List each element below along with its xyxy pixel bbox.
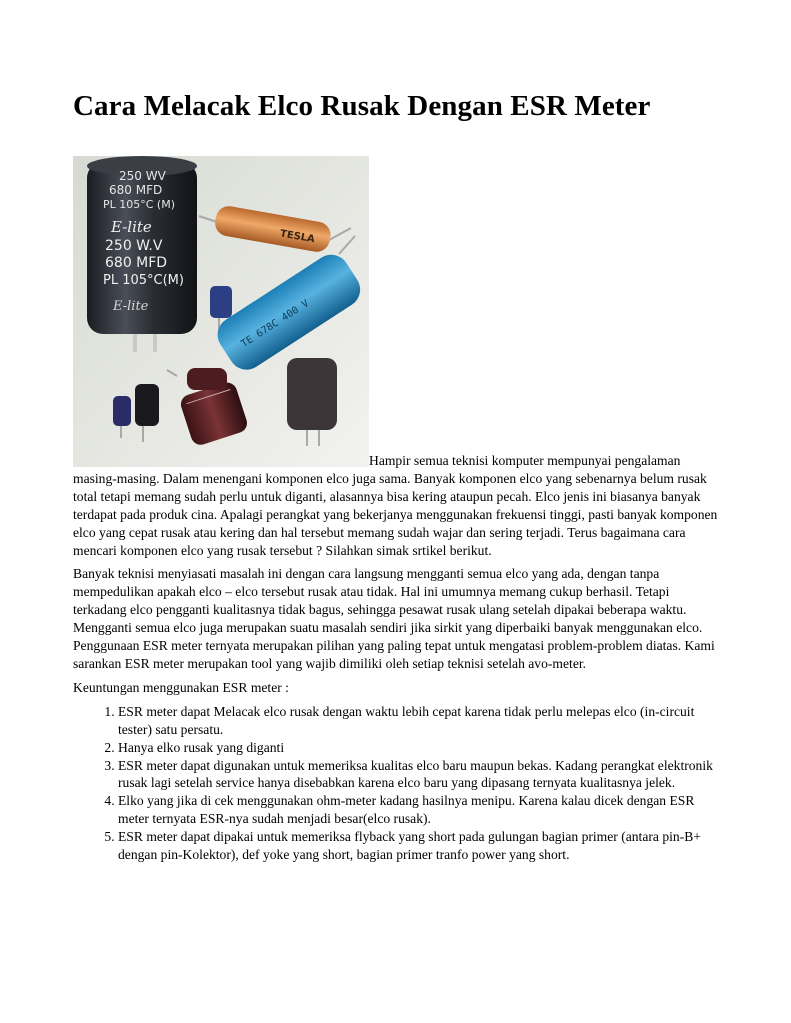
photo-big-label-3: PL 105°C(M) bbox=[103, 273, 184, 288]
list-item: 5. ESR meter dapat dipakai untuk memeriksa flyback yang short pada gulungan bagian primer (antara pin-B+ dengan pin-Kolektor), def yoke yang short, bagian primer tranfo power yang short. bbox=[118, 828, 723, 864]
photo-label-line-3: PL 105°C (M) bbox=[103, 198, 176, 211]
list-intro: Keuntungan menggunakan ESR meter : bbox=[73, 679, 289, 695]
capacitors-illustration bbox=[73, 156, 369, 467]
capacitors-photo bbox=[73, 156, 369, 467]
paragraph-1: Hampir semua teknisi komputer mempunyai pengalaman masing-masing. Dalam menengani komponen elco juga sama. Banyak komponen elco yang sebenarnya belum rusak total tetapi memang sudah perlu untuk diganti, alasannya bisa kering ataupun pecah. Elco jenis ini biasanya banyak terdapat pada produk cina. Apalagi perangkat yang bekerjanya menggunakan frekuensi tinggi, pasti banyak komponen elco yang cepat rusak atau kering dan hal tersebut memang sudah wajar dan sering terjadi. Terus bagaimana cara mencari komponen elco yang rusak tersebut ? Silahkan simak srtikel berikut. bbox=[73, 453, 718, 558]
photo-big-label-1: 250 W.V bbox=[105, 238, 163, 254]
photo-big-label-2: 680 MFD bbox=[105, 255, 168, 271]
photo-label-line-2: 680 MFD bbox=[109, 183, 163, 197]
list-item: 3. ESR meter dapat digunakan untuk memeriksa kualitas elco baru maupun bekas. Kadang perangkat elektronik rusak lagi setelah service hanya disebabkan karena elco baru yang dipasang ternyata kualitasnya jelek. bbox=[118, 757, 723, 793]
photo-blue-cap-text: TE 678C 400 V bbox=[239, 298, 312, 350]
advantages-list bbox=[73, 703, 723, 864]
paragraph-2: Banyak teknisi menyiasati masalah ini dengan cara langsung mengganti semua elco yang ada, dengan tanpa mempedulikan apakah elco – elco tersebut rusak atau tidak. Hal ini umumnya memang cukup berhasil. Tetapi terkadang elco pengganti kualitasnya tidak bagus, sehingga pesawat rusak ulang setelah dipakai beberapa waktu. Mengganti semua elco juga merupakan suatu masalah sendiri jika sirkit yang diperbaiki banyak menggunakan elco. Penggunaan ESR meter ternyata merupakan pilihan yang paling tepat untuk mengatasi problem-problem diatas. Kami sarankan ESR meter merupakan tool yang wajib dimiliki oleh setiap teknisi setelah avo-meter. bbox=[73, 566, 715, 671]
list-item: 1. ESR meter dapat Melacak elco rusak dengan waktu lebih cepat karena tidak perlu melepas elco (in-circuit tester) satu persatu. bbox=[118, 703, 723, 739]
photo-brand: E-lite bbox=[111, 218, 152, 236]
list-item: 2. Hanya elko rusak yang diganti bbox=[118, 739, 723, 757]
document-title: Cara Melacak Elco Rusak Dengan ESR Meter bbox=[73, 90, 651, 122]
list-item: 4. Elko yang jika di cek menggunakan ohm-meter kadang hasilnya menipu. Karena kalau dicek dengan ESR meter ternyata ESR-nya sudah menjadi besar(elco rusak). bbox=[118, 792, 723, 828]
photo-tesla-label: TESLA bbox=[279, 228, 316, 246]
photo-label-line-1: 250 WV bbox=[119, 169, 166, 183]
photo-brand-lower: E-lite bbox=[113, 299, 149, 314]
document-body bbox=[73, 156, 723, 864]
